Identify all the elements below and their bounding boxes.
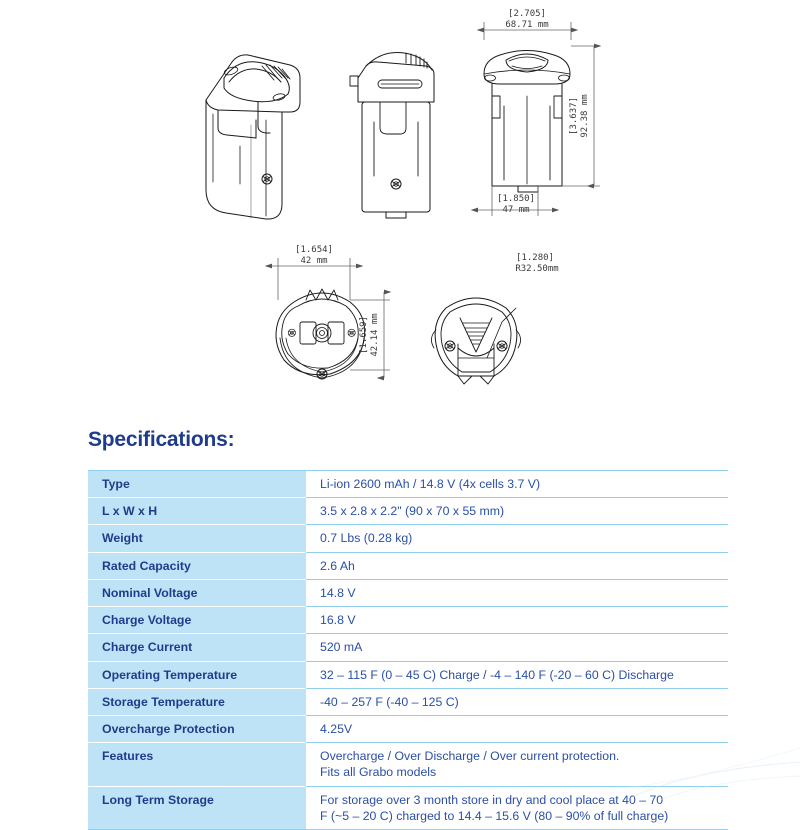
- spec-value-line: -40 – 257 F (-40 – 125 C): [320, 694, 459, 709]
- height-dimension-inches: [3.637]: [569, 97, 579, 135]
- spec-value-line: Li-ion 2600 mAh / 14.8 V (4x cells 3.7 V): [320, 477, 541, 491]
- spec-key: Operating Temperature: [88, 661, 306, 688]
- specifications-table-body: [88, 471, 728, 830]
- spec-value-line: Overcharge / Over Discharge / Over current protection.: [320, 749, 620, 764]
- spec-key: Features: [88, 743, 306, 786]
- spec-value-line: 32 – 115 F (0 – 45 C) Charge / -4 – 140 F (-20 – 60 C) Discharge: [320, 667, 674, 682]
- table-row: [88, 661, 728, 688]
- spec-value-line: 14.8 V: [320, 585, 356, 600]
- table-row: [88, 525, 728, 552]
- spec-key: Overcharge Protection: [88, 715, 306, 742]
- spec-value-line: 3.5 x 2.8 x 2.2" (90 x 70 x 55 mm): [320, 504, 505, 519]
- spec-value: [306, 786, 728, 829]
- spec-value: [306, 498, 728, 525]
- spec-key: Storage Temperature: [88, 688, 306, 715]
- table-row: [88, 786, 728, 829]
- spec-key: Weight: [88, 525, 306, 552]
- table-row: [88, 634, 728, 661]
- spec-value-line: 0.7 Lbs (0.28 kg): [320, 531, 413, 546]
- side-view: [484, 51, 570, 193]
- depth-dimension-inches: [1.850]: [497, 194, 535, 204]
- spec-key: Rated Capacity: [88, 552, 306, 579]
- spec-value: [306, 661, 728, 688]
- spec-key: Type: [88, 471, 306, 498]
- spec-value-line: Fits all Grabo models: [320, 765, 437, 780]
- top-view: [276, 289, 365, 379]
- spec-key: Long Term Storage: [88, 786, 306, 829]
- spec-value-line: For storage over 3 month store in dry and cool place at 40 – 70: [320, 792, 664, 807]
- radius-dimension-inches: [1.280]: [516, 253, 554, 263]
- spec-value-line: 2.6 Ah: [320, 558, 355, 573]
- page-title: Specifications:: [88, 428, 235, 451]
- spec-key: Charge Voltage: [88, 607, 306, 634]
- top-width-dimension-metric: 42 mm: [300, 256, 328, 266]
- table-row: [88, 715, 728, 742]
- front-view: [350, 53, 434, 218]
- spec-value: [306, 634, 728, 661]
- spec-key: L x W x H: [88, 498, 306, 525]
- spec-value: [306, 471, 728, 498]
- table-row: [88, 743, 728, 786]
- table-row: [88, 579, 728, 606]
- depth-dimension-metric: 47 mm: [502, 205, 530, 215]
- width-dimension-inches: [2.705]: [508, 9, 546, 19]
- top-width-dimension-inches: [1.654]: [295, 245, 333, 255]
- spec-key: Nominal Voltage: [88, 579, 306, 606]
- spec-value: [306, 743, 728, 786]
- spec-value-line: 16.8 V: [320, 613, 356, 628]
- bottom-view: [431, 298, 520, 384]
- spec-value-line: F (~5 – 20 C) charged to 14.4 – 15.6 V (80 – 90% of full charge): [320, 808, 669, 823]
- spec-value: [306, 607, 728, 634]
- top-height-dimension-metric: 42.14 mm: [370, 313, 380, 357]
- spec-value: [306, 715, 728, 742]
- table-row: [88, 552, 728, 579]
- table-row: [88, 498, 728, 525]
- height-dimension-metric: 92.38 mm: [580, 94, 590, 138]
- table-row: [88, 471, 728, 498]
- table-row: [88, 688, 728, 715]
- spec-value: [306, 579, 728, 606]
- table-row: [88, 607, 728, 634]
- width-dimension-metric: 68.71 mm: [505, 20, 549, 30]
- radius-dimension-metric: R32.50mm: [515, 264, 559, 274]
- spec-value: [306, 525, 728, 552]
- specifications-table: [88, 470, 728, 830]
- spec-value: [306, 552, 728, 579]
- spec-value-line: 4.25V: [320, 721, 353, 736]
- isometric-view: [206, 55, 300, 219]
- spec-key: Charge Current: [88, 634, 306, 661]
- top-height-dimension-inches: [1.659]: [359, 316, 369, 354]
- spec-value-line: 520 mA: [320, 640, 363, 655]
- spec-value: [306, 688, 728, 715]
